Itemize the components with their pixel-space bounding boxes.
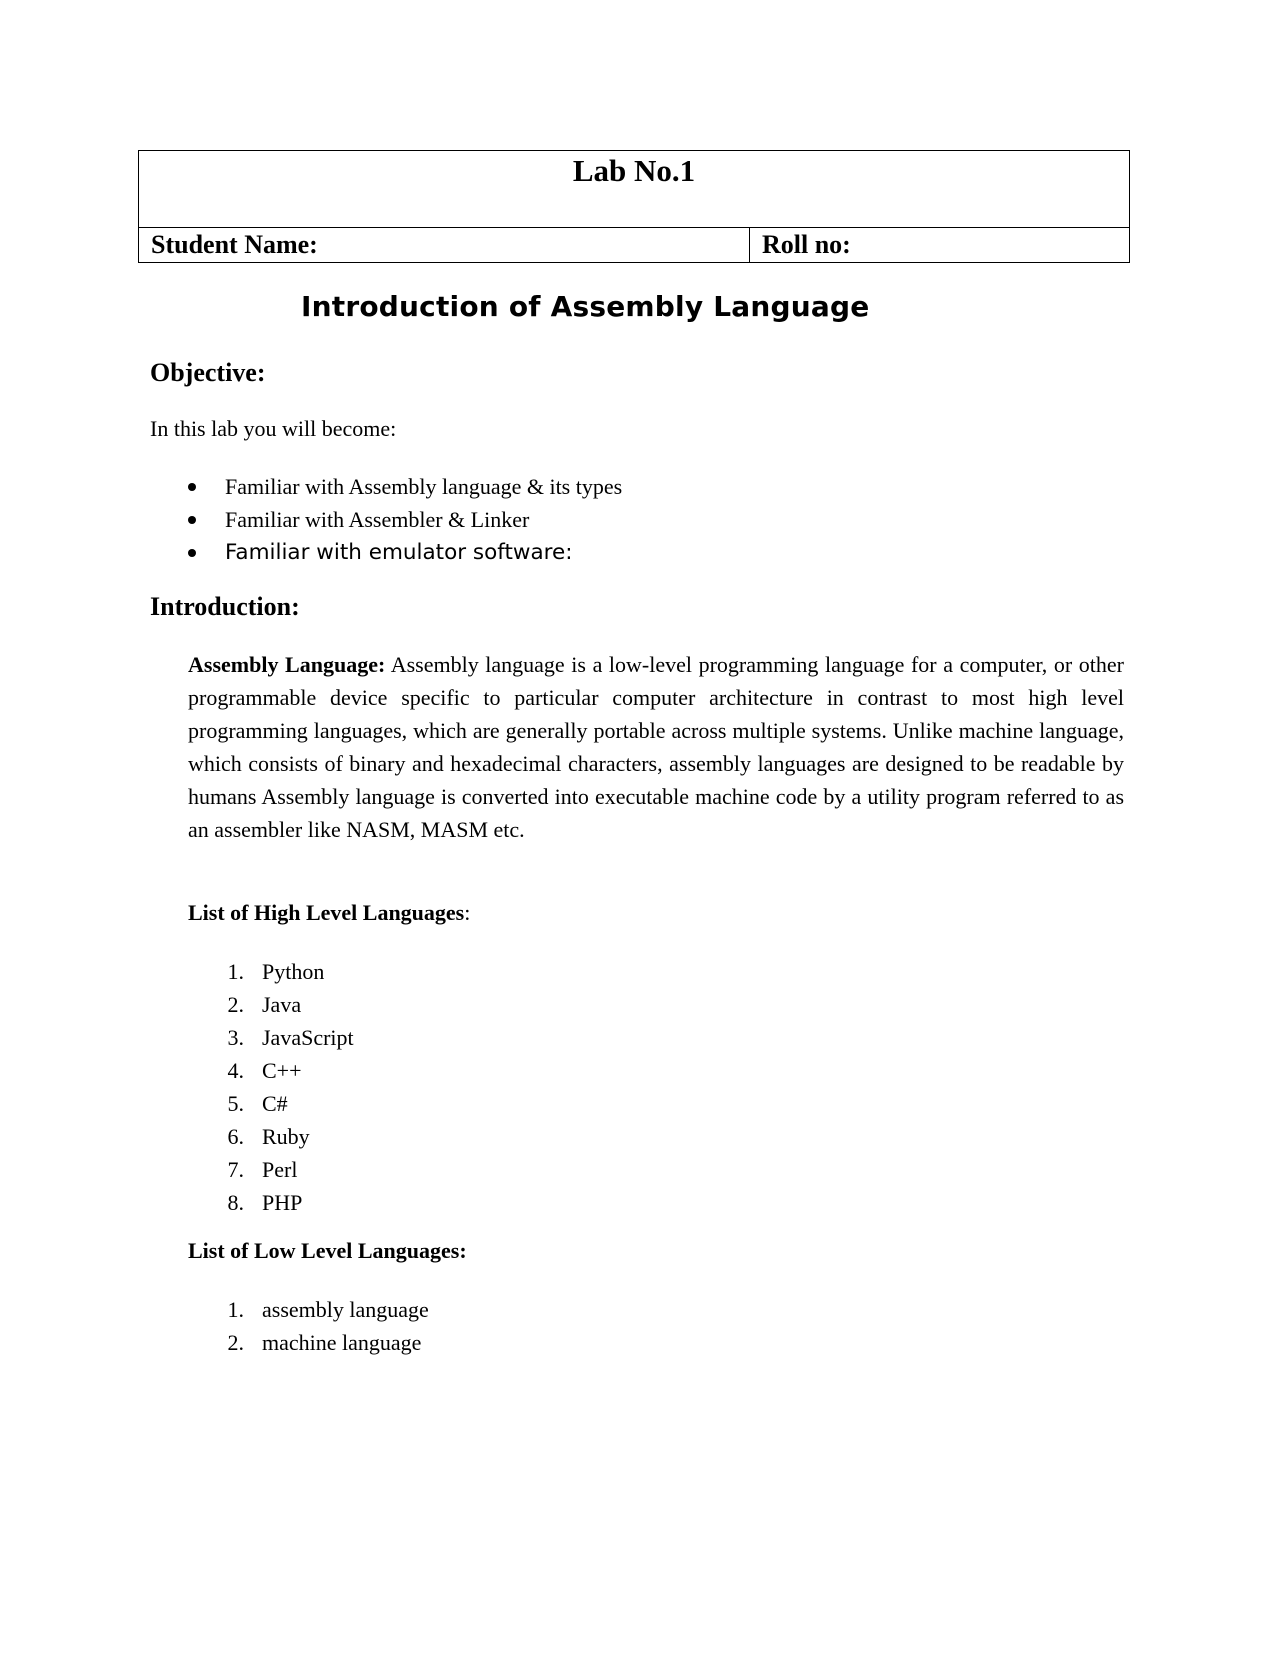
high-level-heading-colon: : (464, 900, 471, 925)
list-item-number: 1. (227, 1297, 244, 1322)
bullet-dot-icon (188, 483, 196, 491)
roll-no-cell (750, 228, 1130, 263)
list-item (188, 988, 354, 1021)
student-name-cell (139, 228, 750, 263)
roll-no-label: Roll no: (762, 230, 851, 259)
objective-bullet-list (188, 470, 622, 569)
high-level-heading (188, 900, 470, 926)
assembly-language-body: Assembly language is a low-level programming language for a computer, or other programmable device specific to particular computer architecture in contrast to most high level programming languages, which are generally portable across multiple systems. Unlike machine language, which consists of binary and hexadecimal characters, assembly languages are designed to be readable by humans Assembly language is converted into executable machine code by a utility program referred to as an assembler like NASM, MASM etc. (188, 652, 1125, 842)
lab-title: Lab No.1 (572, 153, 696, 188)
list-item (188, 1186, 354, 1219)
objective-bullet-item (188, 536, 622, 569)
objective-bullet-text: Familiar with Assembly language & its types (225, 474, 623, 499)
student-name-label: Student Name: (151, 230, 318, 259)
high-level-list (188, 955, 354, 1219)
list-item (188, 955, 354, 988)
list-item-text: Python (262, 959, 325, 984)
objective-bullet-text: Familiar with emulator software: (225, 540, 573, 565)
objective-intro: In this lab you will become: (150, 416, 397, 441)
list-item-text: machine language (262, 1330, 422, 1355)
list-item-text: C++ (262, 1058, 302, 1083)
list-item-number: 3. (227, 1025, 244, 1050)
list-item (188, 1087, 354, 1120)
list-item-number: 2. (227, 992, 244, 1017)
list-item-text: JavaScript (262, 1025, 354, 1050)
objective-heading: Objective: (150, 358, 266, 387)
assembly-language-paragraph (188, 648, 1124, 846)
list-item-text: Java (262, 992, 302, 1017)
list-item (188, 1054, 354, 1087)
low-level-list (188, 1293, 429, 1359)
bullet-dot-icon (188, 549, 196, 557)
objective-bullet-item (188, 470, 622, 503)
list-item (188, 1120, 354, 1153)
high-level-heading-text: List of High Level Languages (188, 900, 465, 925)
bullet-dot-icon (188, 516, 196, 524)
list-item (188, 1326, 429, 1359)
list-item-number: 4. (227, 1058, 244, 1083)
list-item (188, 1153, 354, 1186)
list-item-text: assembly language (262, 1297, 429, 1322)
list-item-number: 8. (227, 1190, 244, 1215)
list-item (188, 1021, 354, 1054)
list-item-text: Ruby (262, 1124, 310, 1149)
assembly-language-lead: Assembly Language: (188, 652, 386, 677)
document-title: Introduction of Assembly Language (301, 290, 870, 323)
list-item (188, 1293, 429, 1326)
objective-bullet-item (188, 503, 622, 536)
list-item-number: 2. (227, 1330, 244, 1355)
objective-bullet-text: Familiar with Assembler & Linker (225, 507, 530, 532)
low-level-heading: List of Low Level Languages: (188, 1238, 467, 1263)
list-item-number: 6. (227, 1124, 244, 1149)
list-item-text: C# (262, 1091, 288, 1116)
list-item-number: 7. (227, 1157, 244, 1182)
introduction-heading: Introduction: (150, 592, 300, 621)
list-item-number: 5. (227, 1091, 244, 1116)
list-item-text: PHP (262, 1190, 303, 1215)
list-item-text: Perl (262, 1157, 298, 1182)
list-item-number: 1. (227, 959, 244, 984)
lab-title-cell (139, 151, 1130, 228)
lab-header-table (138, 150, 1130, 263)
